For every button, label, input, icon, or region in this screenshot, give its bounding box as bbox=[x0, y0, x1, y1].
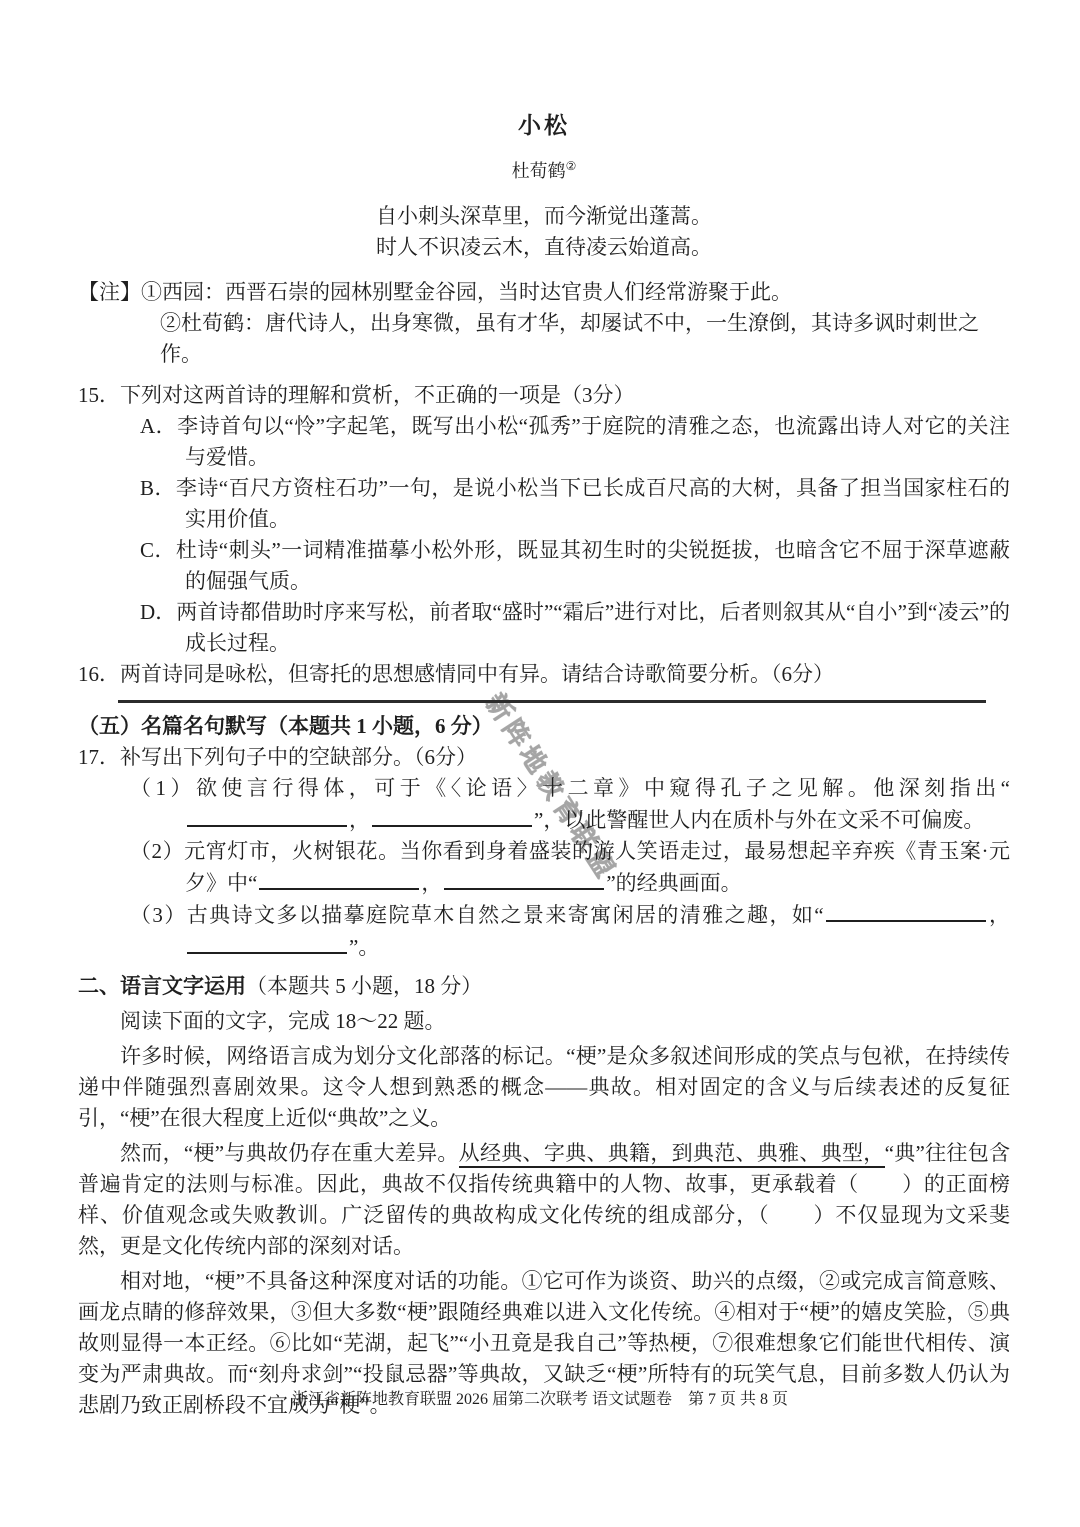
poem-author bbox=[78, 151, 1010, 187]
watermark: 新阵地教育联盟 bbox=[479, 688, 623, 887]
question-17-item-1 bbox=[78, 773, 1010, 836]
passage-paragraph-2 bbox=[78, 1138, 1010, 1262]
answer-blank bbox=[187, 931, 347, 954]
answer-blank bbox=[372, 804, 532, 827]
question-17-item-2 bbox=[78, 836, 1010, 899]
option-b-text: 李诗“百尺方资柱石功”一句，是说小松当下已长成百尺高的大树，具备了担当国家柱石的实用价值。 bbox=[175, 476, 1010, 531]
item-1-label: （1） bbox=[130, 776, 196, 800]
poem-line-2: 时人不识凌云木，直待凌云始道高。 bbox=[376, 235, 712, 259]
item-3-pre: 古典诗文多以描摹庭院草木自然之景来寄寓闲居的清雅之趣，如“ bbox=[186, 903, 824, 927]
poem-author-name: 杜荀鹤 bbox=[511, 161, 566, 181]
item-2-label: （2） bbox=[130, 839, 185, 863]
answer-blank bbox=[444, 867, 604, 890]
note-item-1-text: ①西园：西晋石崇的园林别墅金谷园，当时达官贵人们经常游聚于此。 bbox=[141, 280, 792, 304]
answer-blank bbox=[259, 867, 419, 890]
item-3-post: ”。 bbox=[349, 935, 380, 959]
item-2-mid: ， bbox=[421, 871, 443, 895]
item-3-mid: ， bbox=[987, 903, 1011, 927]
question-15-option-d bbox=[78, 597, 1010, 659]
option-c-label: C． bbox=[140, 538, 176, 562]
item-1-pre: 欲使言行得体，可于《〈论语〉十二章》中窥得孔子之见解。他深刻指出“ bbox=[195, 776, 1010, 800]
item-2-post: ”的经典画面。 bbox=[606, 871, 742, 895]
question-17-stem: 17．补写出下列句子中的空缺部分。（6分） bbox=[78, 745, 477, 769]
page-footer: 浙江省新阵地教育联盟 2026 届第二次联考 语文试题卷 第 7 页 共 8 页 bbox=[291, 1391, 788, 1408]
option-a-text: 李诗首句以“怜”字起笔，既写出小松“孤秀”于庭院的清雅之态，也流露出诗人对它的关注与爱惜。 bbox=[177, 414, 1011, 469]
question-15-option-c bbox=[78, 535, 1010, 597]
question-15-option-a bbox=[78, 411, 1010, 473]
option-c-text: 杜诗“刺头”一词精准描摹小松外形，既显其初生时的尖锐挺拔，也暗含它不屈于深草遮蔽的倔强气质。 bbox=[175, 538, 1010, 593]
question-15-option-b bbox=[78, 473, 1010, 535]
paragraph-2-underlined-phrase: 从经典、字典、典籍，到典范、典雅、典型， bbox=[459, 1141, 885, 1168]
passage-paragraph-1: 许多时候，网络语言成为划分文化部落的标记。“梗”是众多叙述间形成的笑点与包袱，在持续传递中伴随强烈喜剧效果。这令人想到熟悉的概念——典故。相对固定的含义与后续表述的反复征引，“梗”在很大程度上近似“典故”之义。 bbox=[78, 1044, 1010, 1130]
section-2-subtitle: （本题共 5 小题，18 分） bbox=[246, 974, 483, 998]
note-label: 【注】 bbox=[78, 280, 141, 304]
section-2-title: 二、语言文字运用 bbox=[78, 974, 246, 998]
section-5-heading: （五）名篇名句默写（本题共 1 小题，6 分） bbox=[78, 714, 493, 738]
note-item-1 bbox=[78, 277, 1010, 308]
option-d-label: D． bbox=[140, 600, 177, 624]
passage-intro: 阅读下面的文字，完成 18～22 题。 bbox=[120, 1009, 446, 1033]
section-divider bbox=[118, 700, 986, 703]
question-15-stem: 15．下列对这两首诗的理解和赏析，不正确的一项是（3分） bbox=[78, 383, 635, 407]
paragraph-2-post: “典”往往包含普遍肯定的法则与标准。因此，典故不仅指传统典籍中的人物、故事，更承载着（ ）的正面榜样、价值观念或失败教训。广泛留传的典故构成文化传统的组成部分，（ ）不仅显现为文采斐然，更是文化传统内部的深刻对话。 bbox=[78, 1141, 1011, 1258]
question-17-item-3 bbox=[78, 899, 1010, 963]
answer-blank bbox=[826, 899, 986, 922]
option-a-label: A． bbox=[140, 414, 178, 438]
section-2-heading bbox=[78, 971, 1010, 1002]
option-d-text: 两首诗都借助时序来写松，前者取“盛时”“霜后”进行对比，后者则叙其从“自小”到“凌云”的成长过程。 bbox=[176, 600, 1010, 655]
item-1-post: ”，以此警醒世人内在质朴与外在文采不可偏废。 bbox=[534, 808, 985, 832]
poem-title: 小松 bbox=[518, 113, 570, 138]
paragraph-2-pre: 然而，“梗”与典故仍存在重大差异。 bbox=[120, 1141, 459, 1165]
poem-line-1: 自小刺头深草里，而今渐觉出蓬蒿。 bbox=[376, 204, 712, 228]
answer-blank bbox=[187, 804, 347, 827]
item-3-label: （3） bbox=[130, 903, 187, 927]
item-2-pre: 元宵灯市，火树银花。当你看到身着盛装的游人笑语走过，最易想起辛弃疾《青玉案·元夕》中“ bbox=[184, 839, 1010, 895]
poem-author-note-ref: ② bbox=[565, 159, 577, 173]
item-1-mid: ， bbox=[349, 808, 370, 832]
note-item-2: ②杜荀鹤：唐代诗人，出身寒微，虽有才华，却屡试不中，一生潦倒，其诗多讽时刺世之作。 bbox=[160, 311, 979, 366]
option-b-label: B． bbox=[140, 476, 176, 500]
passage-paragraph-3: 相对地，“梗”不具备这种深度对话的功能。①它可作为谈资、助兴的点缀，②或完成言简意赅、画龙点睛的修辞效果，③但大多数“梗”跟随经典难以进入文化传统。④相对于“梗”的嬉皮笑脸，⑤典故则显得一本正经。⑥比如“芜湖，起飞”“小丑竟是我自己”等热梗，⑦很难想象它们能世代相传、演变为严肃典故。而“刻舟求剑”“投鼠忌器”等典故，又缺乏“梗”所特有的玩笑气息，目前多数人仍认为悲剧乃致正剧桥段不宜成为“梗”。 bbox=[78, 1269, 1010, 1417]
question-16-stem: 16．两首诗同是咏松，但寄托的思想感情同中有异。请结合诗歌简要分析。（6分） bbox=[78, 662, 834, 686]
page-content bbox=[78, 110, 1010, 1421]
